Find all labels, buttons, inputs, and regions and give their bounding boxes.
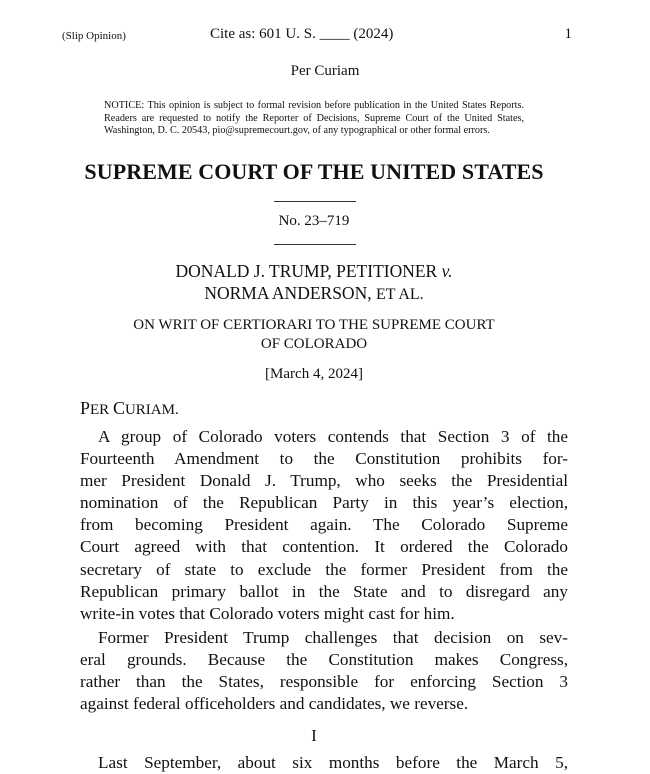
text-line: Last September, about six months before the March 5, bbox=[98, 753, 568, 772]
text-line: A group of Colorado voters contends that Section 3 of the bbox=[98, 427, 568, 446]
divider-rule bbox=[274, 244, 356, 245]
text-line: nomination of the Republican Party in this year’s election, bbox=[80, 493, 568, 513]
parties-line-1 bbox=[0, 260, 628, 282]
citation: Cite as: 601 U. S. ____ (2024) bbox=[210, 26, 394, 42]
text-line: Fourteenth Amendment to the Constitution prohibits for- bbox=[80, 449, 568, 469]
court-name: SUPREME COURT OF THE UNITED STATES bbox=[84, 159, 544, 184]
notice-text: NOTICE: This opinion is subject to formal revision before publication in the United States Reports. Readers are requested to notify the Reporter of Decisions, Supreme Court of the United States, Washington, D. C. 20543, pio@supremecourt.gov, of any typographical or other formal errors. bbox=[104, 100, 524, 137]
versus-label: v. bbox=[441, 261, 453, 281]
opinion-label: PER CURIAM. bbox=[80, 398, 179, 418]
petitioner-name: DONALD J. TRUMP, PETITIONER bbox=[175, 261, 438, 281]
et-al-label: ET AL. bbox=[375, 286, 424, 303]
case-parties bbox=[0, 260, 628, 306]
paragraph-2 bbox=[80, 627, 568, 715]
text-line: Republican primary ballot in the State and to disregard any bbox=[80, 581, 568, 601]
text-line: from becoming President again. The Colorado Supreme bbox=[80, 515, 568, 535]
text-line: mer President Donald J. Trump, who seeks the Presidential bbox=[80, 471, 568, 491]
page-header bbox=[62, 26, 572, 46]
text-line: secretary of state to exclude the former President from the bbox=[80, 559, 568, 579]
respondent-name: NORMA ANDERSON, bbox=[204, 283, 372, 303]
page-number: 1 bbox=[564, 26, 572, 42]
paragraph-1 bbox=[80, 426, 568, 625]
writ-line-1: ON WRIT OF CERTIORARI TO THE SUPREME COURT bbox=[133, 317, 495, 333]
text-line: Court agreed with that contention. It ordered the Colorado bbox=[80, 537, 568, 557]
section-number: I bbox=[311, 726, 317, 745]
text-line: Former President Trump challenges that decision on sev- bbox=[98, 628, 568, 647]
text-line: eral grounds. Because the Constitution makes Congress, bbox=[80, 650, 568, 670]
text-line: against federal officeholders and candidates, we reverse. bbox=[80, 694, 469, 714]
per-curiam-heading: Per Curiam bbox=[290, 63, 360, 79]
paragraph-3 bbox=[80, 752, 568, 774]
divider-rule bbox=[274, 201, 356, 202]
text-line: rather than the States, responsible for enforcing Section 3 bbox=[80, 672, 568, 692]
text-line: write-in votes that Colorado voters might cast for him. bbox=[80, 603, 455, 623]
parties-line-2 bbox=[0, 282, 628, 306]
docket-number: No. 23–719 bbox=[278, 213, 350, 229]
writ-line-2: OF COLORADO bbox=[260, 336, 368, 352]
slip-opinion-label: (Slip Opinion) bbox=[62, 30, 126, 42]
decision-date: [March 4, 2024] bbox=[265, 366, 363, 382]
writ-caption bbox=[0, 316, 628, 354]
